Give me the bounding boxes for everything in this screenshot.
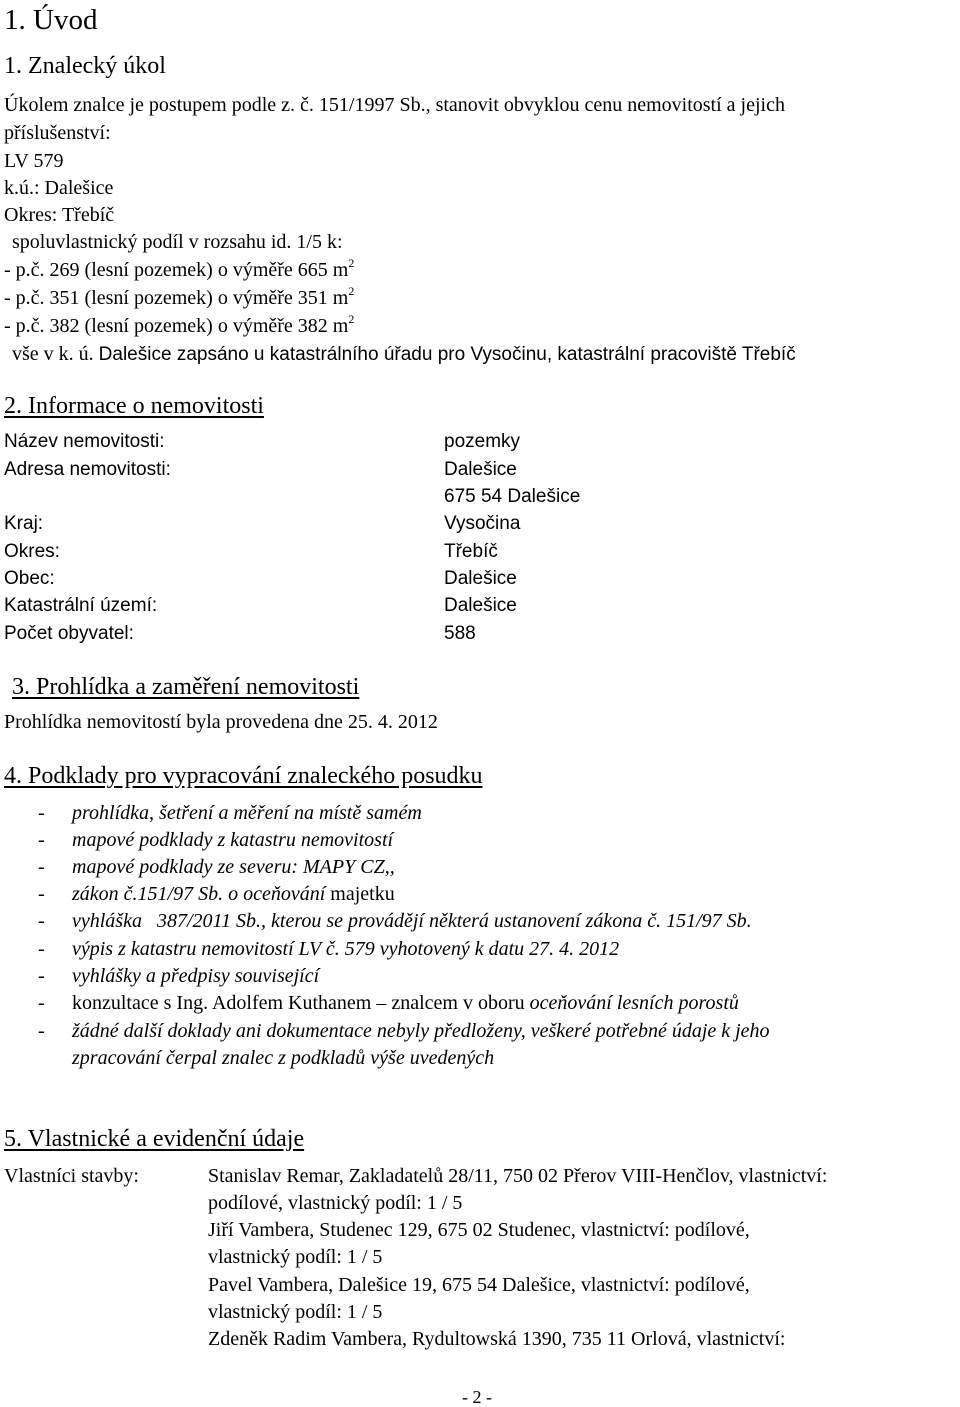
info-label: Adresa nemovitosti: [4, 459, 171, 480]
source-item: zákon č.151/97 Sb. o oceňování majetku [72, 883, 395, 905]
parcel-line: - p.č. 351 (lesní pozemek) o výměře 351 $m^2$ [4, 284, 355, 309]
owner-line: Pavel Vambera, Dalešice 19, 675 54 Dalešice, vlastnictví: podílové, [208, 1274, 750, 1296]
info-value: Dalešice [444, 459, 517, 480]
page-title: 1. Úvod [4, 4, 98, 36]
source-item: vyhláška 387/2011 Sb., kterou se provádějí některá ustanovení zákona č. 151/97 Sb. [72, 910, 752, 932]
info-label: Katastrální území: [4, 595, 158, 616]
bullet-dash: - [38, 992, 45, 1014]
source-item: žádné další doklady ani dokumentace nebyly předloženy, veškeré potřebné údaje k jeho [72, 1020, 770, 1042]
info-value: Vysočina [444, 513, 521, 534]
section-1-heading: 1. Znalecký úkol [4, 53, 166, 79]
info-value: 675 54 Dalešice [444, 486, 581, 507]
info-value: Třebíč [444, 541, 498, 562]
info-value: Dalešice [444, 568, 517, 589]
owners-label: Vlastníci stavby: [4, 1165, 139, 1187]
source-item: konzultace s Ing. Adolfem Kuthanem – znalcem v oboru oceňování lesních porostů [72, 992, 739, 1014]
info-label: Okres: [4, 541, 60, 562]
bullet-dash: - [38, 965, 45, 987]
info-label: Obec: [4, 568, 55, 589]
source-item: vyhlášky a předpisy související [72, 965, 320, 987]
info-label: Název nemovitosti: [4, 431, 165, 452]
section-4-heading: 4. Podklady pro vypracování znaleckého posudku [4, 763, 483, 789]
district: Okres: Třebíč [4, 204, 115, 226]
owner-line: vlastnický podíl: 1 / 5 [208, 1246, 383, 1268]
source-item: mapové podklady z katastru nemovitostí [72, 829, 394, 851]
info-value: pozemky [444, 431, 521, 452]
bullet-dash: - [38, 883, 45, 905]
bullet-dash: - [38, 938, 45, 960]
section-5-heading: 5. Vlastnické a evidenční údaje [4, 1126, 305, 1152]
source-item: prohlídka, šetření a měření na místě samém [72, 802, 422, 824]
info-label: Počet obyvatel: [4, 623, 134, 644]
owner-line: Zdeněk Radim Vambera, Rydultowská 1390, 735 11 Orlová, vlastnictví: [208, 1328, 786, 1350]
lv-number: LV 579 [4, 150, 64, 172]
task-line-1: Úkolem znalce je postupem podle z. č. 151/1997 Sb., stanovit obvyklou cenu nemovitostí a jejich [4, 94, 785, 116]
task-line-2: příslušenství: [4, 122, 111, 144]
bullet-dash: - [38, 1020, 45, 1042]
ownership-share: spoluvlastnický podíl v rozsahu id. 1/5 k: [12, 231, 343, 253]
registration-line: vše v k. ú. Dalešice zapsáno u katastrálního úřadu pro Vysočinu, katastrální pracoviště Třebíč [12, 343, 796, 365]
info-value: Dalešice [444, 595, 517, 616]
section-3-heading: 3. Prohlídka a zaměření nemovitosti [12, 674, 360, 700]
inspection-date: Prohlídka nemovitostí byla provedena dne 25. 4. 2012 [4, 711, 438, 733]
bullet-dash: - [38, 910, 45, 932]
source-item: mapové podklady ze severu: MAPY CZ,, [72, 856, 395, 878]
section-2-heading: 2. Informace o nemovitosti [4, 393, 264, 419]
bullet-dash: - [38, 856, 45, 878]
owner-line: vlastnický podíl: 1 / 5 [208, 1301, 383, 1323]
source-item: výpis z katastru nemovitostí LV č. 579 vyhotovený k datu 27. 4. 2012 [72, 938, 620, 960]
source-item-continuation: zpracování čerpal znalec z podkladů výše uvedených [72, 1047, 495, 1069]
bullet-dash: - [38, 829, 45, 851]
bullet-dash: - [38, 802, 45, 824]
info-label: Kraj: [4, 513, 44, 534]
parcel-line: - p.č. 382 (lesní pozemek) o výměře 382 $m^2$ [4, 312, 355, 337]
cadastral-area: k.ú.: Dalešice [4, 177, 114, 199]
info-value: 588 [444, 623, 476, 644]
owner-line: podílové, vlastnický podíl: 1 / 5 [208, 1192, 463, 1214]
owner-line: Stanislav Remar, Zakladatelů 28/11, 750 02 Přerov VIII-Henčlov, vlastnictví: [208, 1165, 828, 1187]
page-number: - 2 - [462, 1387, 492, 1407]
parcel-line: - p.č. 269 (lesní pozemek) o výměře 665 $m^2$ [4, 256, 355, 281]
owner-line: Jiří Vambera, Studenec 129, 675 02 Studenec, vlastnictví: podílové, [208, 1219, 750, 1241]
